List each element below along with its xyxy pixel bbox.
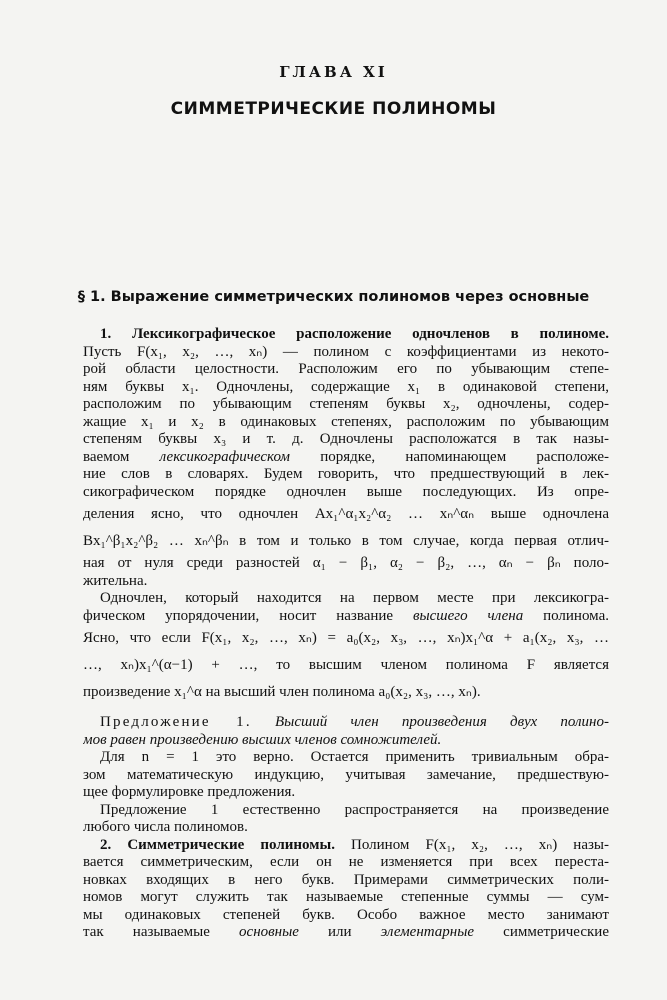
proposition-text: Высший член произведения двух полино- — [251, 714, 609, 730]
proposition-text: мов равен произведению высших членов сомножителей. — [83, 731, 442, 748]
text-line: новках входящих в него букв. Примерами симметрических поли- — [83, 871, 609, 888]
text-segment: так называемые — [83, 924, 240, 940]
text-line — [83, 714, 609, 732]
text-line: степеням буквы x₃ и т. д. Одночлены расположатся в так назы- — [83, 431, 609, 447]
text-line: ная от нуля среди разностей α₁ − β₁, α₂ − β₂, …, αₙ − βₙ поло- — [83, 555, 609, 571]
text-line: щее формулировке предложения. — [83, 784, 296, 800]
text-line: рой области целостности. Расположим его по убывающим степе- — [83, 361, 609, 377]
text-segment: Полином F(x₁, x₂, …, xₙ) назы- — [334, 836, 609, 853]
text-line: номов могут служить так называемые степенные суммы — сум- — [83, 889, 609, 905]
emphasized-term: высшего члена — [412, 607, 524, 624]
section-heading: § 1. Выражение симметрических полиномов через основные — [77, 289, 590, 305]
text-line — [83, 608, 609, 626]
text-segment: или — [298, 924, 381, 940]
text-line: любого числа полиномов. — [83, 819, 248, 835]
formula-line: произведение x₁^α на высший член полинома a₀(x₂, x₃, …, xₙ). — [83, 684, 481, 700]
text-segment: ваемом — [83, 448, 160, 465]
text-line: Одночлен, который находится на первом месте при лексикогра- — [100, 590, 609, 606]
text-line — [83, 326, 609, 344]
emphasized-term: основные — [239, 924, 299, 940]
text-segment: фическом упорядочении, носит название — [83, 607, 413, 624]
text-line: ние слов в словарях. Будем говорить, что предшествующий в лек- — [83, 466, 609, 482]
text-line: Предложение 1 естественно распространяется на произведение — [100, 801, 609, 818]
subsection-heading: 2. Симметрические полиномы. — [100, 836, 335, 853]
text-line: Для n = 1 это верно. Остается применить тривиальным обра- — [100, 749, 609, 765]
formula-line: …, xₙ)x₁^(α−1) + …, то высшим членом полинома F является — [83, 657, 609, 673]
proposition-label: Предложение 1. — [100, 714, 252, 730]
emphasized-term: элементарные — [380, 924, 475, 940]
text-segment: симметрические — [474, 924, 609, 940]
text-line: расположим по убывающим степеням буквы x₂, одночлены, содер- — [83, 396, 609, 412]
formula-line: Bx₁^β₁x₂^β₂ … xₙ^βₙ в том и только в том случае, когда первая отлич- — [83, 533, 609, 549]
text-line — [83, 924, 609, 942]
text-line: жащие x₁ и x₂ в одинаковых степенях, расположим по убывающим — [83, 413, 609, 430]
text-line: зом математическую индукцию, учитывая замечание, предшествую- — [83, 766, 609, 783]
chapter-title: СИММЕТРИЧЕСКИЕ ПОЛИНОМЫ — [170, 99, 497, 119]
text-segment: порядке, напоминающем расположе- — [289, 448, 609, 465]
text-line: мы одинаковых степеней букв. Особо важное место занимают — [83, 906, 609, 923]
text-line — [83, 837, 609, 855]
chapter-heading: ГЛАВА XI — [279, 63, 388, 81]
text-line: жительна. — [83, 572, 148, 589]
text-line: вается симметрическим, если он не изменяется при всех переста- — [83, 854, 609, 870]
formula-line: деления ясно, что одночлен Ax₁^α₁x₂^α₂ … xₙ^αₙ выше одночлена — [83, 506, 609, 522]
emphasized-term: лексикографическом — [159, 448, 290, 465]
body-text — [83, 326, 609, 942]
text-line: сикографическом порядке одночлен выше последующих. Из опре- — [83, 483, 609, 500]
text-line: ням буквы x₁. Одночлены, содержащие x₁ в одинаковой степени, — [83, 378, 609, 395]
text-line — [83, 732, 609, 750]
paragraph-gap — [83, 706, 609, 714]
subsection-heading: 1. Лексикографическое расположение одночленов в полиноме. — [100, 326, 609, 342]
text-segment: полинома. — [523, 607, 609, 624]
text-line: Пусть F(x₁, x₂, …, xₙ) — полином с коэффициентами из некото- — [83, 343, 609, 360]
formula-line: Ясно, что если F(x₁, x₂, …, xₙ) = a₀(x₂, x₃, …, xₙ)x₁^α + a₁(x₂, x₃, … — [83, 630, 609, 646]
text-line — [83, 449, 609, 467]
